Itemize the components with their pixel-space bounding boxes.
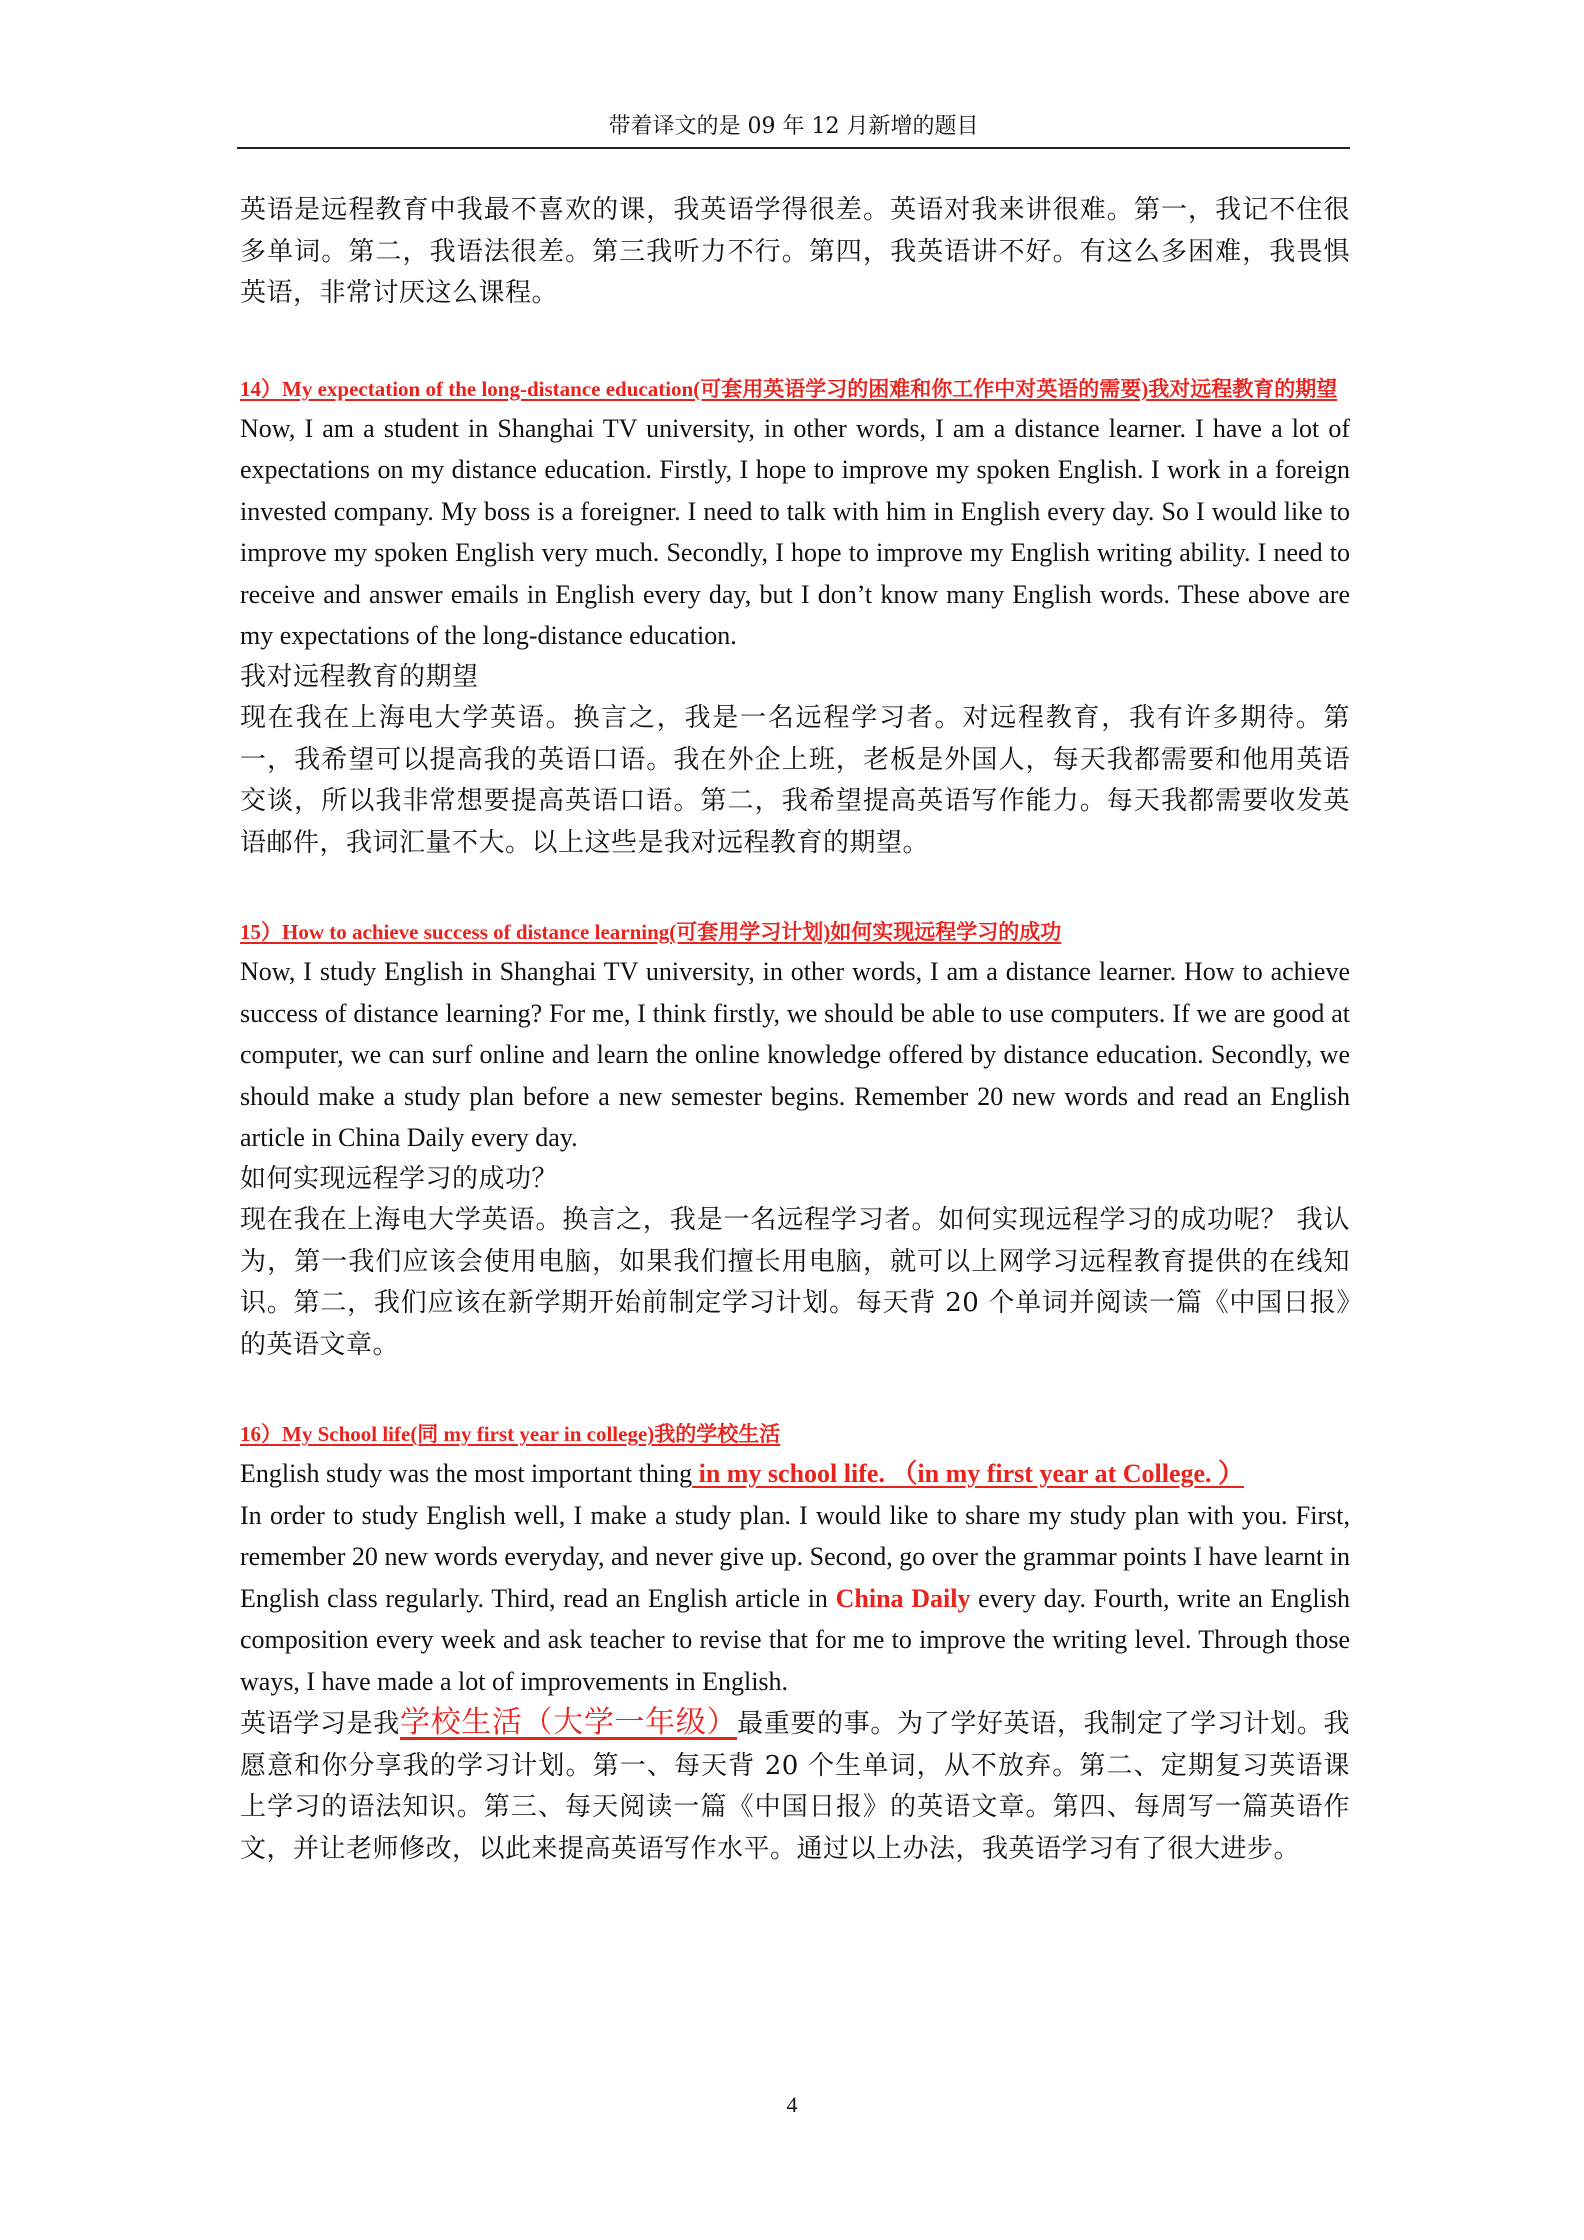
section-16-en-part2: every day. Fourth, write an English composition every week and ask teacher to revise that for me to improve the writing level. Through those ways, I have made a lot of improvements in English.	[240, 1583, 1350, 1696]
section-16-body-zh	[240, 1702, 1350, 1870]
section-15-heading: 15）How to achieve success of distance learning(可套用学习计划)如何实现远程学习的成功	[240, 920, 1062, 944]
section-14-body-en: Now, I am a student in Shanghai TV university, in other words, I am a distance learner. I have a lot of expectations on my distance education. Firstly, I hope to improve my spoken English. I work in a foreign invested company. My boss is a foreigner. I need to talk with him in English every day. So I would like to improve my spoken English very much. Secondly, I hope to improve my English writing ability. I need to receive and answer emails in English every day, but I don’t know many English words. These above are my expectations of the long-distance education.	[240, 413, 1350, 650]
intro-paragraph-zh: 英语是远程教育中我最不喜欢的课，我英语学得很差。英语对我来讲很难。第一，我记不住很多单词。第二，我语法很差。第三我听力不行。第四，我英语讲不好。有这么多困难，我畏惧英语，非常讨厌这么课程。	[240, 195, 1350, 308]
page-content	[240, 190, 1350, 1870]
section-15-body-zh: 现在我在上海电大学英语。换言之，我是一名远程学习者。如何实现远程学习的成功呢？ 我认为，第一我们应该会使用电脑，如果我们擅长用电脑，就可以上网学习远程教育提供的在线知识。第二，我们应该在新学期开始前制定学习计划。每天背 20 个单词并阅读一篇《中国日报》的英语文章。	[240, 1205, 1350, 1360]
section-16-zh-rest: 最重要的事。为了学好英语，我制定了学习计划。我愿意和你分享我的学习计划。第一、每天背 20 个生单词，从不放弃。第二、定期复习英语课上学习的语法知识。第三、每天阅读一篇《中国日报》的英语文章。第四、每周写一篇英语作文，并让老师修改，以此来提高英语写作水平。通过以上办法，我英语学习有了很大进步。	[240, 1709, 1350, 1864]
section-16-zh-highlight: 学校生活（大学一年级）	[399, 1705, 738, 1740]
section-16-body-en	[240, 1495, 1350, 1703]
section-16-en-part1: In order to study English well, I make a study plan. I would like to share my study plan with you. First, remember 20 new words everyday, and never give up. Second, go over the grammar points I have learnt in English class regularly. Third, read an English article in	[240, 1500, 1350, 1613]
page-number: 4	[786, 2092, 798, 2117]
spacer	[240, 315, 1350, 371]
spacer	[240, 1366, 1350, 1416]
header-divider	[237, 147, 1350, 149]
spacer	[240, 864, 1350, 914]
section-15-title-zh: 如何实现远程学习的成功？	[240, 1163, 559, 1194]
page-header: 带着译文的是 09 年 12 月新增的题目	[608, 114, 979, 139]
section-14-title-zh: 我对远程教育的期望	[240, 661, 479, 692]
section-14-heading: 14）My expectation of the long-distance education(可套用英语学习的困难和你工作中对英语的需要)我对远程教育的期望	[240, 376, 1338, 401]
section-16-en-lead: English study was the most important thing	[240, 1459, 693, 1488]
section-16-heading: 16）My School life(同 my first year in college)我的学校生活	[240, 1422, 781, 1446]
section-16-en-highlight: in my school life. （in my first year at College. ）	[692, 1459, 1245, 1488]
section-14-body-zh: 现在我在上海电大学英语。换言之，我是一名远程学习者。对远程教育，我有许多期待。第一，我希望可以提高我的英语口语。我在外企上班，老板是外国人，每天我都需要和他用英语交谈，所以我非常想要提高英语口语。第二，我希望提高英语写作能力。每天我都需要收发英语邮件，我词汇量不大。以上这些是我对远程教育的期望。	[240, 703, 1350, 858]
section-15-body-en: Now, I study English in Shanghai TV university, in other words, I am a distance learner. How to achieve success of distance learning? For me, I think firstly, we should be able to use computers. If we are good at computer, we can surf online and learn the online knowledge offered by distance education. Secondly, we should make a study plan before a new semester begins. Remember 20 new words and read an English article in China Daily every day.	[240, 957, 1350, 1152]
section-16-body-en-line1	[240, 1453, 1350, 1495]
china-daily-highlight: China Daily	[835, 1583, 971, 1613]
section-16-zh-lead: 英语学习是我	[240, 1709, 400, 1739]
